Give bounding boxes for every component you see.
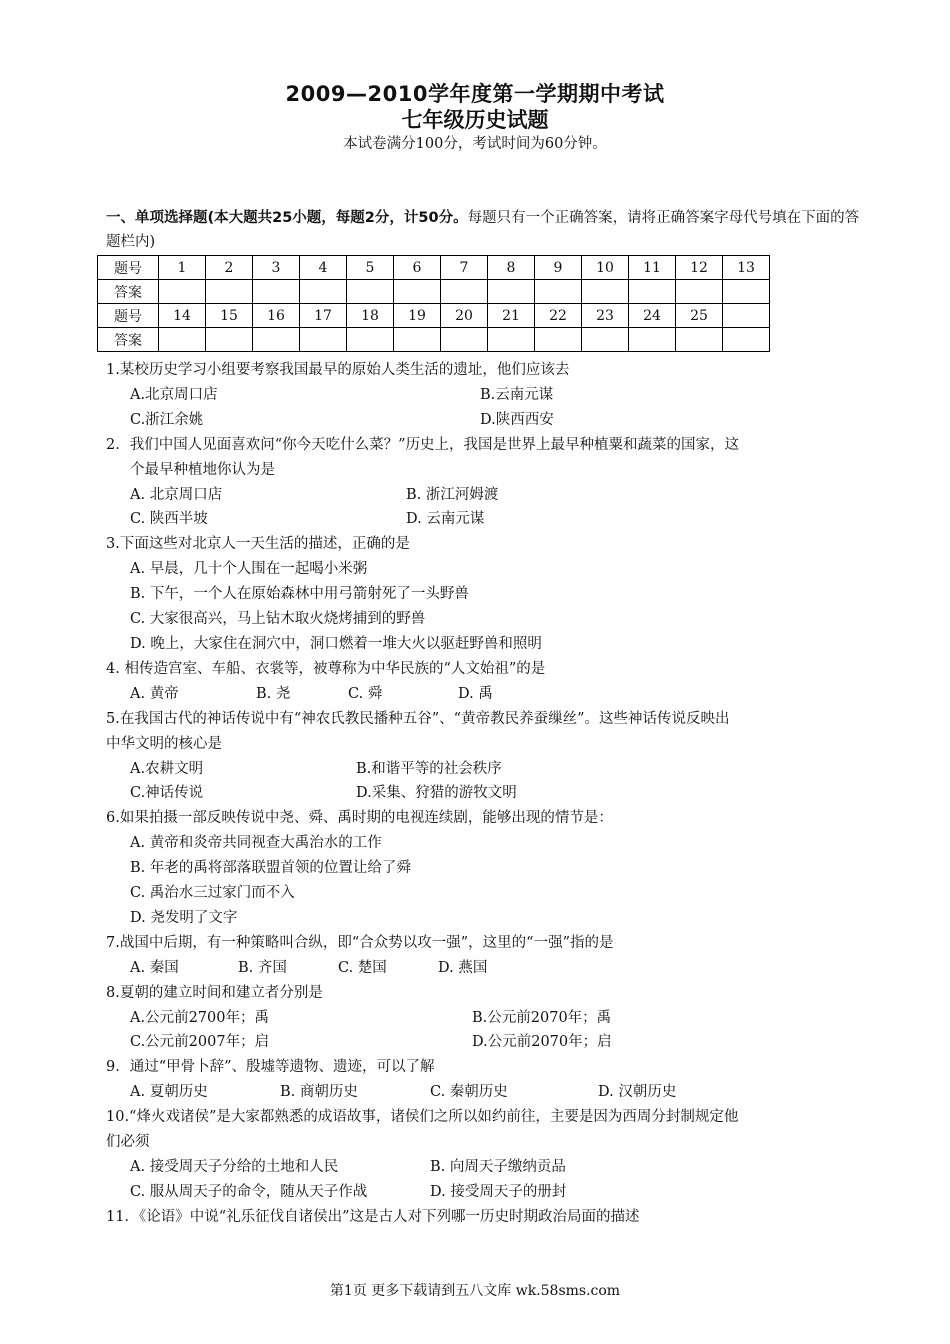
page-footer: 第1页 更多下载请到五八文库 wk.58sms.com bbox=[329, 1283, 621, 1299]
question-stem: 10.“烽火戏诸侯”是大家都熟悉的成语故事，诸侯们之所以如约前往，主要是因为西周分封制规定他 bbox=[106, 1109, 739, 1126]
answer-cell[interactable] bbox=[253, 280, 300, 304]
answer-cell[interactable] bbox=[253, 328, 300, 352]
section-instruction: 每题只有一个正确答案，请将正确答案字母代号填在下面的答题栏内) bbox=[106, 210, 860, 250]
option-b[interactable]: B. 向周天子缴纳贡品 bbox=[430, 1159, 566, 1175]
question-stem: 3.下面这些对北京人一天生活的描述，正确的是 bbox=[106, 536, 410, 553]
option-b[interactable]: B. 齐国 bbox=[238, 959, 287, 976]
option-a[interactable]: A. 夏朝历史 bbox=[130, 1084, 208, 1101]
question-list bbox=[106, 358, 866, 1230]
option-c[interactable]: C.神话传说 bbox=[130, 785, 204, 802]
question-stem: 5.在我国古代的神话传说中有“神农氏教民播种五谷”、“黄帝教民养蚕缫丝”。这些神话传说反映出 bbox=[106, 710, 730, 727]
option-d[interactable]: D. 接受周天子的册封 bbox=[430, 1183, 567, 1200]
answer-cell[interactable] bbox=[441, 328, 488, 352]
question-stem: 4. 相传造宫室、车船、衣裳等，被尊称为中华民族的“人文始祖”的是 bbox=[106, 660, 546, 677]
table-row bbox=[98, 304, 770, 328]
exam-subject-title: 七年级历史试题 bbox=[401, 108, 549, 132]
option-c[interactable]: C. 陕西半坡 bbox=[130, 511, 208, 528]
option-b[interactable]: B. 浙江河姆渡 bbox=[406, 486, 499, 503]
answer-cell[interactable] bbox=[394, 280, 441, 304]
table-row-label: 题号 bbox=[98, 304, 159, 328]
question-number-cell: 21 bbox=[488, 304, 535, 328]
question-number-cell: 13 bbox=[723, 256, 770, 280]
question-number-cell: 19 bbox=[394, 304, 441, 328]
option-b[interactable]: B.云南元谋 bbox=[480, 386, 554, 403]
section-heading bbox=[106, 206, 866, 254]
answer-cell[interactable] bbox=[159, 328, 206, 352]
answer-cell[interactable] bbox=[582, 280, 629, 304]
answer-cell[interactable] bbox=[347, 280, 394, 304]
question-number-cell: 14 bbox=[159, 304, 206, 328]
question-number-cell: 3 bbox=[253, 256, 300, 280]
answer-cell[interactable] bbox=[723, 328, 770, 352]
option-a[interactable]: A. 北京周口店 bbox=[130, 486, 223, 503]
question-number-cell: 10 bbox=[582, 256, 629, 280]
option-d[interactable]: D. 燕国 bbox=[438, 959, 488, 976]
table-row-label: 题号 bbox=[98, 256, 159, 280]
option-row bbox=[106, 408, 866, 433]
option-row bbox=[106, 483, 866, 508]
question-number-cell: 12 bbox=[676, 256, 723, 280]
question-number-cell: 20 bbox=[441, 304, 488, 328]
option-d[interactable]: D. 晚上，大家住在洞穴中，洞口燃着一堆大火以驱赶野兽和照明 bbox=[130, 635, 542, 652]
option-d[interactable]: D. 汉朝历史 bbox=[598, 1084, 677, 1101]
option-row bbox=[106, 781, 866, 806]
answer-cell[interactable] bbox=[300, 328, 347, 352]
question-stem: 7.战国中后期，有一种策略叫合纵，即“合众势以攻一强”，这里的“一强”指的是 bbox=[106, 934, 614, 951]
option-row bbox=[106, 1030, 866, 1055]
question-number-cell: 5 bbox=[347, 256, 394, 280]
option-b[interactable]: B. 年老的禹将部落联盟首领的位置让给了舜 bbox=[130, 860, 411, 877]
option-c[interactable]: C.浙江余姚 bbox=[130, 411, 204, 428]
option-row bbox=[106, 383, 866, 408]
question-number-cell: 11 bbox=[629, 256, 676, 280]
option-row bbox=[106, 682, 866, 707]
question-stem: 6.如果拍摄一部反映传说中尧、舜、禹时期的电视连续剧，能够出现的情节是： bbox=[106, 810, 613, 827]
option-b[interactable]: B. 尧 bbox=[256, 685, 291, 702]
question-stem-continued: 个最早种植地你认为是 bbox=[130, 461, 275, 478]
answer-cell[interactable] bbox=[300, 280, 347, 304]
option-d[interactable]: D.陕西西安 bbox=[480, 411, 554, 428]
table-row bbox=[98, 256, 770, 280]
option-d[interactable]: D.采集、狩猎的游牧文明 bbox=[356, 785, 517, 802]
answer-cell[interactable] bbox=[488, 280, 535, 304]
option-a[interactable]: A.农耕文明 bbox=[130, 760, 204, 777]
option-b[interactable]: B.和谐平等的社会秩序 bbox=[356, 760, 502, 777]
option-c[interactable]: C.公元前2007年；启 bbox=[130, 1034, 270, 1051]
answer-cell[interactable] bbox=[206, 280, 253, 304]
question-stem: 2．我们中国人见面喜欢问“你今天吃什么菜？”历史上，我国是世界上最早种植粟和蔬菜的国家，这 bbox=[106, 436, 740, 453]
option-a[interactable]: A. 黄帝和炎帝共同视查大禹治水的工作 bbox=[130, 835, 382, 852]
question-number-cell: 17 bbox=[300, 304, 347, 328]
answer-cell[interactable] bbox=[535, 328, 582, 352]
exam-title: 2009—2010学年度第一学期期中考试 bbox=[285, 82, 665, 106]
option-c[interactable]: C. 楚国 bbox=[338, 959, 387, 976]
answer-cell[interactable] bbox=[723, 280, 770, 304]
question-number-cell: 22 bbox=[535, 304, 582, 328]
answer-cell[interactable] bbox=[629, 280, 676, 304]
table-row-label: 答案 bbox=[98, 280, 159, 304]
question-number-cell: 18 bbox=[347, 304, 394, 328]
question-number-cell: 2 bbox=[206, 256, 253, 280]
question-number-cell: 7 bbox=[441, 256, 488, 280]
question-stem-continued: 中华文明的核心是 bbox=[106, 735, 222, 752]
option-a[interactable]: A. 秦国 bbox=[130, 959, 179, 976]
option-b[interactable]: B. 下午，一个人在原始森林中用弓箭射死了一头野兽 bbox=[130, 586, 469, 603]
option-c[interactable]: C. 舜 bbox=[348, 685, 383, 702]
answer-cell[interactable] bbox=[441, 280, 488, 304]
option-row bbox=[106, 1080, 866, 1105]
answer-cell[interactable] bbox=[347, 328, 394, 352]
question-number-cell: 8 bbox=[488, 256, 535, 280]
answer-cell[interactable] bbox=[676, 328, 723, 352]
answer-cell[interactable] bbox=[629, 328, 676, 352]
option-a[interactable]: A.北京周口店 bbox=[130, 386, 218, 403]
option-b[interactable]: B. 商朝历史 bbox=[280, 1084, 358, 1101]
option-row bbox=[106, 1155, 866, 1180]
answer-cell[interactable] bbox=[394, 328, 441, 352]
question-number-cell: 16 bbox=[253, 304, 300, 328]
option-row bbox=[106, 507, 866, 532]
question-number-cell: 15 bbox=[206, 304, 253, 328]
option-b[interactable]: B.公元前2070年；禹 bbox=[472, 1009, 612, 1026]
option-row bbox=[106, 1006, 866, 1031]
answer-cell[interactable] bbox=[535, 280, 582, 304]
option-row bbox=[106, 1180, 866, 1205]
question-stem: 1.某校历史学习小组要考察我国最早的原始人类生活的遗址，他们应该去 bbox=[106, 362, 570, 378]
answer-cell[interactable] bbox=[488, 328, 535, 352]
option-c[interactable]: C. 禹治水三过家门而不入 bbox=[130, 885, 295, 902]
question-stem: 8.夏朝的建立时间和建立者分别是 bbox=[106, 984, 323, 1001]
section-title: 一、单项选择题(本大题共25小题，每题2分，计50分。 bbox=[106, 210, 468, 226]
question-number-cell: 25 bbox=[676, 304, 723, 328]
option-a[interactable]: A.公元前2700年；禹 bbox=[130, 1009, 269, 1026]
exam-note: 本试卷满分100分，考试时间为60分钟。 bbox=[343, 136, 607, 152]
answer-cell[interactable] bbox=[676, 280, 723, 304]
answer-table bbox=[97, 255, 770, 352]
option-d[interactable]: D. 尧发明了文字 bbox=[130, 909, 238, 926]
option-d[interactable]: D. 禹 bbox=[458, 685, 493, 702]
option-d[interactable]: D.公元前2070年；启 bbox=[472, 1034, 612, 1051]
option-d[interactable]: D. 云南元谋 bbox=[406, 511, 485, 528]
option-c[interactable]: C. 服从周天子的命令，随从天子作战 bbox=[130, 1183, 368, 1200]
question-number-cell bbox=[723, 304, 770, 328]
answer-cell[interactable] bbox=[159, 280, 206, 304]
question-stem: 11．《论语》中说“礼乐征伐自诸侯出”这是古人对下列哪一历史时期政治局面的描述 bbox=[106, 1208, 640, 1225]
question-number-cell: 1 bbox=[159, 256, 206, 280]
question-number-cell: 23 bbox=[582, 304, 629, 328]
option-c[interactable]: C. 秦朝历史 bbox=[430, 1084, 508, 1101]
table-row-label: 答案 bbox=[98, 328, 159, 352]
question-number-cell: 6 bbox=[394, 256, 441, 280]
question-number-cell: 9 bbox=[535, 256, 582, 280]
option-a[interactable]: A. 黄帝 bbox=[130, 685, 179, 702]
answer-cell[interactable] bbox=[206, 328, 253, 352]
option-row bbox=[106, 757, 866, 782]
option-a[interactable]: A. 早晨，几十个人围在一起喝小米粥 bbox=[130, 561, 368, 578]
option-row bbox=[106, 956, 866, 981]
question-stem-continued: 们必须 bbox=[106, 1134, 150, 1151]
answer-cell[interactable] bbox=[582, 328, 629, 352]
table-row bbox=[98, 328, 770, 352]
question-number-cell: 24 bbox=[629, 304, 676, 328]
table-row bbox=[98, 280, 770, 304]
option-c[interactable]: C. 大家很高兴，马上钻木取火烧烤捕到的野兽 bbox=[130, 611, 426, 628]
option-a[interactable]: A. 接受周天子分给的土地和人民 bbox=[130, 1159, 339, 1175]
question-stem: 9．通过“甲骨卜辞”、殷墟等遗物、遗迹，可以了解 bbox=[106, 1059, 435, 1076]
question-number-cell: 4 bbox=[300, 256, 347, 280]
